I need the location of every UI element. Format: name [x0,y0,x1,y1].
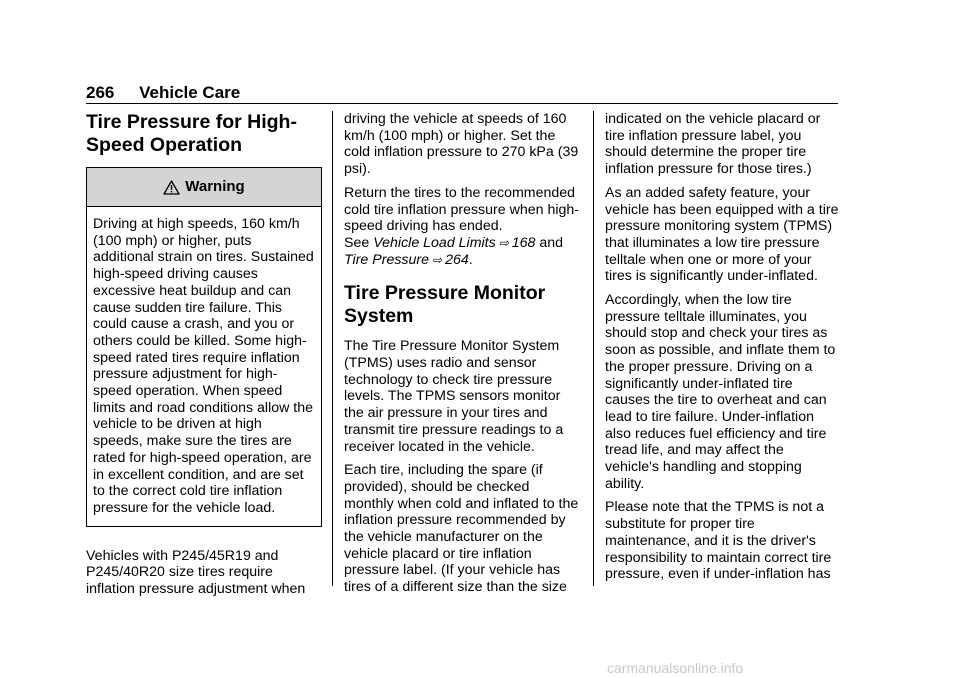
paragraph: Each tire, including the spare (if provided), should be checked monthly when cold and inflated to the inflation pressure recommended by the vehicle manufacturer on the vehicle placard or tire inflation pressure label. (If your vehicle has tires of a different size than the size [344,462,579,596]
page-ref-arrow-icon: ⇨ [498,235,509,250]
warning-label: Warning [185,177,245,195]
paragraph: driving the vehicle at speeds of 160 km/h (100 mph) or higher. Set the cold inflation pressure to 270 kPa (39 psi). [344,111,579,178]
column-divider [332,111,333,586]
column-2 [344,111,580,603]
page-number: 266 [86,83,115,102]
paragraph: The Tire Pressure Monitor System (TPMS) uses radio and sensor technology to check tire pressure levels. The TPMS sensors monitor the air pressure in your tires and transmit tire pressure readings to a receiver located in the vehicle. [344,338,564,455]
and-text: and [539,234,564,251]
paragraph: Vehicles with P245/45R19 and P245/40R20 size tires require inflation pressure adjustment when [86,547,306,598]
paragraph-text: Return the tires to the recommended cold tire inflation pressure when high-speed driving has ended. [344,184,580,235]
watermark: carmanualsonline.info [607,660,744,676]
header-rule [86,103,838,104]
paragraph-with-refs: Return the tires to the recommended cold tire inflation pressure when high-speed driving has ended. See Vehicle Load Limits ⇨ 168 and Tire Pressure ⇨ 264. [344,184,580,268]
section-heading-high-speed: Tire Pressure for High-Speed Operation [86,111,297,156]
paragraph: Please note that the TPMS is not a substitute for proper tire maintenance, and it is the driver's responsibility to maintain correct tire pressure, even if under-inflation has [605,499,832,583]
column-1 [86,111,322,605]
section-heading-tpms: Tire Pressure Monitor System [344,282,546,328]
warning-header [87,168,321,207]
section-title: Vehicle Care [139,83,241,102]
cross-ref-vehicle-load-limits[interactable]: Vehicle Load Limits ⇨ 168 [373,234,536,251]
see-text: See [344,234,370,251]
warning-box [86,167,322,527]
warning-icon [163,180,180,195]
warning-text: Driving at high speeds, 160 km/h (100 mph) or higher, puts additional strain on tires. Sustained high-speed driving causes excessive heat buildup and can cause sudden tire failure. This could cause a crash, and you or others could be killed. Some high-speed rated tires require inflation pressure adjustment for high-speed operation. When speed limits and road conditions allow the vehicle to be driven at high speeds, make sure the tires are rated for high-speed operation, are in excellent condition, and are set to the correct cold tire inflation pressure for the vehicle load. [93,216,314,516]
paragraph: indicated on the vehicle placard or tire inflation pressure label, you should determine the proper tire inflation pressure for those tires.) [605,111,821,178]
paragraph: Accordingly, when the low tire pressure telltale illuminates, you should stop and check your tires as soon as possible, and inflate them to the proper pressure. Driving on a significantly under-inflated tire causes the tire to overheat and can lead to tire failure. Under-inflation also reduces fuel efficiency and tire tread life, and may affect the vehicle's handling and stopping ability. [605,292,836,492]
paragraph: As an added safety feature, your vehicle has been equipped with a tire pressure monitoring system (TPMS) that illuminates a low tire pressure telltale when one or more of your tires is significantly under-inflated. [605,184,839,285]
column-divider [593,111,594,586]
page-ref-arrow-icon: ⇨ [432,252,443,267]
column-3 [605,111,841,590]
page-header [86,83,240,103]
cross-ref-tire-pressure[interactable]: Tire Pressure ⇨ 264 [344,251,469,268]
